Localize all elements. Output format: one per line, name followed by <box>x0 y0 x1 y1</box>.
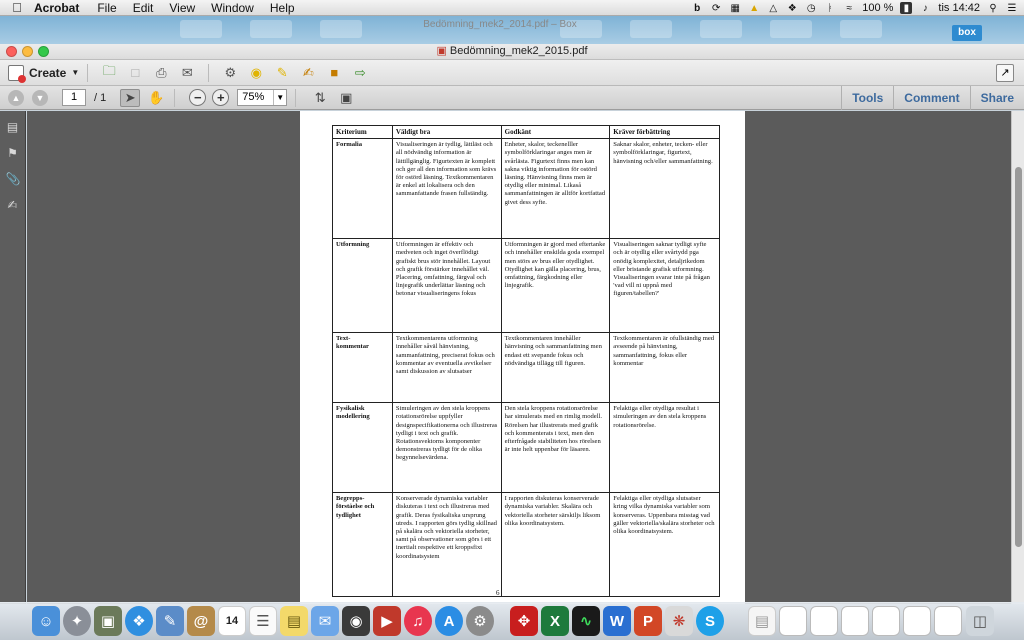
music-icon[interactable]: ♫ <box>404 606 432 636</box>
table-header-cell: Väldigt bra <box>392 126 501 139</box>
create-label: Create <box>29 65 67 80</box>
table-row <box>333 239 720 333</box>
menu-window[interactable]: Window <box>211 0 254 15</box>
task-pane-links <box>841 86 1024 110</box>
table-row <box>333 403 720 493</box>
print-icon[interactable]: ⎙ <box>156 64 167 80</box>
zoom-value: 75% <box>242 91 265 103</box>
trash-icon[interactable]: ◫ <box>966 606 994 636</box>
calendar-icon[interactable] <box>218 606 246 636</box>
apple-icon[interactable] <box>10 0 24 15</box>
calendar-day: 14 <box>225 615 239 627</box>
needs-improvement-cell: Textkommentaren är ofullständig med avseende på hänvisning, sammanfattning, fokus eller kommentar <box>610 333 720 403</box>
settings-gear-icon[interactable]: ⚙ <box>224 64 237 80</box>
quicktime-icon[interactable]: ▶ <box>373 606 401 636</box>
save-icon[interactable]: □ <box>131 65 140 80</box>
minimized-window[interactable] <box>841 606 869 636</box>
battery-status[interactable]: 100 % <box>862 2 894 14</box>
criterion-cell: Formalia <box>333 139 393 239</box>
passed-cell: Textkommentaren innehåller hänvisning och sammanfattning men endast ett svepande fokus och nödvändiga tillägg till figuren. <box>501 333 610 403</box>
menu-file[interactable]: File <box>97 0 117 15</box>
full-screen-icon[interactable]: ▣ <box>340 89 353 105</box>
hand-tool-icon[interactable]: ✋ <box>148 89 165 105</box>
appstore-icon[interactable]: A <box>435 606 463 636</box>
page-total: / 1 <box>94 91 107 104</box>
page-up-icon[interactable]: ▲ <box>8 90 24 106</box>
table-row <box>333 493 720 597</box>
minimized-window[interactable] <box>810 606 838 636</box>
very-good-cell: Textkommentarens utformning innehåller såväl hänvisning, sammanfattning, preciserat fokus och kommentar av eventuella avvikelser samt diskussion av slutsatser <box>392 333 501 403</box>
passed-cell: Den stela kroppens rotationsrörelse har simulerats med en rimlig modell. Rörelsen har illustrerats med grafik och kommenterats i text, men den efterfrågade stabiliteten hos rörelsen är inte helt uppenbar för läsaren. <box>501 403 610 493</box>
spotlight-icon[interactable]: ⚲ <box>989 2 997 14</box>
facetime-icon[interactable]: ◉ <box>342 606 370 636</box>
criterion-cell: Text- kommentar <box>333 333 393 403</box>
status-tray <box>691 0 1018 16</box>
stamp-icon[interactable]: ■ <box>330 65 339 80</box>
table-row <box>333 139 720 239</box>
menu-help[interactable]: Help <box>269 0 295 15</box>
window-title-text: Bedömning_mek2_2015.pdf <box>449 45 588 57</box>
minimized-window[interactable] <box>872 606 900 636</box>
b-icon[interactable]: b <box>694 2 701 14</box>
needs-improvement-cell: Felaktiga eller otydliga slutsatser kring vilka dynamiska variabler som konserveras. Uppenbara misstag vad gäller vektoriella/skalära storheter och olika koordinatsystem. <box>610 493 720 597</box>
bluetooth-icon[interactable]: ᛓ <box>827 2 834 14</box>
vertical-scrollbar[interactable] <box>1011 111 1024 604</box>
page-down-icon[interactable]: ▼ <box>32 90 48 106</box>
bug-icon[interactable]: ❋ <box>665 606 693 636</box>
needs-improvement-cell: Felaktiga eller otydliga resultat i simuleringen av den stela kroppens rotationsrörelse. <box>610 403 720 493</box>
stickies-icon[interactable]: ▤ <box>280 606 308 636</box>
minimized-window[interactable] <box>779 606 807 636</box>
needs-improvement-cell: Saknar skalor, enheter, tecken- eller symbolförklaringar, figurtext, hänvisning och/eller sammanfattning. <box>610 139 720 239</box>
drive-icon[interactable]: △ <box>769 2 778 14</box>
preview-icon[interactable]: ✎ <box>156 606 184 636</box>
mail-icon[interactable]: ✉ <box>311 606 339 636</box>
share-link[interactable]: Share <box>970 86 1024 110</box>
box-logo: box <box>952 25 982 41</box>
tools-link[interactable]: Tools <box>841 86 893 110</box>
close-button[interactable] <box>6 46 17 57</box>
zoom-out-button[interactable]: − <box>189 89 206 106</box>
pdf-page <box>300 111 745 604</box>
comment-link[interactable]: Comment <box>893 86 969 110</box>
history-icon[interactable]: ◷ <box>806 2 816 14</box>
very-good-cell: Konserverade dynamiska variabler diskuteras i text och illustreras med grafik. Deras fysikaliska ursprung utreds. I rapporten görs tydlig skillnad på skalära och vektoriella storheter, samt på observationer som görs i ett inertialt respektive ett kroppsfixt koordinatsystem <box>392 493 501 597</box>
very-good-cell: Visualiseringen är tydlig, lättläst och all nödvändig information är lättillgänglig. Figurtexten är komplett och ger all den information som krävs för ostörd läsning. Textkommentaren är enkel att lokalisera och den sammanfattande frasen fullständig. <box>392 139 501 239</box>
expand-icon[interactable]: ↗ <box>996 64 1014 82</box>
dock <box>0 602 1024 640</box>
create-pdf-icon <box>8 65 24 81</box>
select-cursor-icon[interactable]: ➤ <box>120 89 140 107</box>
dropbox-icon[interactable]: ❖ <box>787 2 797 14</box>
chevron-down-icon: ▼ <box>273 90 286 105</box>
needs-improvement-cell: Visualiseringen saknar tydligt syfte och är otydlig eller svårtydd pga onödig komplexitet, detaljrikedom eller bristande grafisk utformning. Visualiseringen svarar inte på frågan 'vad vill ni uppnå med figuren/tabellen?' <box>610 239 720 333</box>
export-icon[interactable]: ⇨ <box>354 64 366 80</box>
pdf-file-icon: ▣ <box>436 45 447 57</box>
background-window-title[interactable]: Bedömning_mek2_2014.pdf – Box <box>423 19 577 30</box>
zoom-select[interactable] <box>237 89 287 106</box>
table-row <box>333 333 720 403</box>
table-header-cell: Kräver förbättring <box>610 126 720 139</box>
document-viewport[interactable] <box>27 111 1011 604</box>
battery-icon: ▮ <box>900 2 912 14</box>
notification-center-icon[interactable]: ☰ <box>1007 2 1017 14</box>
minimize-button[interactable] <box>22 46 33 57</box>
safari-icon[interactable]: ❖ <box>125 606 153 636</box>
toolbar-divider <box>208 64 209 82</box>
page-thumbnails-icon[interactable]: ▤ <box>6 120 19 134</box>
toolbar-divider <box>87 64 88 82</box>
powerpoint-icon[interactable]: P <box>634 606 662 636</box>
window-title <box>0 44 1024 60</box>
passed-cell: Enheter, skalor, teckenelller symbolförklaringar anges men är svårlästa. Figurtext finns men kan sakna viktig information för ostörd läsning. Hänvisning finns men är otydlig eller minimal. Likaså sammanfattningen är alltför kortfattad givet dess syfte. <box>501 139 610 239</box>
open-folder-icon[interactable]: 🗀 <box>102 62 116 78</box>
scrollbar-thumb[interactable] <box>1015 167 1022 547</box>
minimized-window[interactable] <box>934 606 962 636</box>
toolbar-divider <box>295 89 296 107</box>
sync-icon[interactable]: ⟳ <box>712 2 721 14</box>
comment-bubble-icon[interactable]: ◉ <box>250 64 262 80</box>
table-header-cell: Godkänt <box>501 126 610 139</box>
table-header-row <box>333 126 720 139</box>
criterion-cell: Begrepps- förståelse och tydlighet <box>333 493 393 597</box>
reminders-icon[interactable]: ☰ <box>249 606 277 636</box>
activity-icon[interactable]: ∿ <box>572 606 600 636</box>
navigation-toolbar <box>0 86 1024 110</box>
zoom-button[interactable] <box>38 46 49 57</box>
page-number-input[interactable]: 1 <box>62 89 86 106</box>
minimized-window[interactable] <box>903 606 931 636</box>
word-icon[interactable]: W <box>603 606 631 636</box>
document-icon[interactable]: ▤ <box>748 606 776 636</box>
fit-page-icon[interactable]: ⇅ <box>314 89 326 105</box>
create-button[interactable] <box>8 65 79 81</box>
table-header-cell: Kriterium <box>333 126 393 139</box>
page-number-label: 6 <box>496 589 500 597</box>
very-good-cell: Utformningen är effektiv och medveten och inget överflödigt grafiskt brus stör innehållet. Layout och grafik förstärker innehållet väl. Placering, omfattning, färgval och linjegrafik underlättar läsning och betonar visualiseringens fokus <box>392 239 501 333</box>
window-controls <box>6 46 49 57</box>
excel-icon[interactable]: X <box>541 606 569 636</box>
app-menu[interactable]: Acrobat <box>34 0 80 15</box>
chevron-down-icon: ▼ <box>71 68 80 77</box>
photos-icon[interactable]: ▣ <box>94 606 122 636</box>
acrobat-icon[interactable]: ✥ <box>510 606 538 636</box>
menu-edit[interactable]: Edit <box>132 0 154 15</box>
criterion-cell: Utformning <box>333 239 393 333</box>
navigation-pane <box>0 111 26 604</box>
very-good-cell: Simuleringen av den stela kroppens rotationsrörelse uppfyller designspecifikationerna och illustreras tydligt i text och grafik. Rotationsvektorns komponenter demonstreras tydligt för de olika begynnelsevärdena. <box>392 403 501 493</box>
zoom-in-button[interactable]: + <box>212 89 229 106</box>
launchpad-icon[interactable]: ✦ <box>63 606 91 636</box>
notes-icon[interactable]: ▦ <box>730 2 740 14</box>
wifi-icon[interactable]: ≈ <box>846 2 852 14</box>
bookmarks-icon[interactable]: ⚑ <box>7 146 18 160</box>
shield-icon[interactable]: ▲ <box>749 2 760 14</box>
menu-view[interactable]: View <box>169 0 196 15</box>
passed-cell: Utformningen är gjord med eftertanke och innehåller enskilda goda exempel men störs av brus eller otydlighet. Otydlighet kan gälla placering, brus, omfattning, färgkodning eller linjegrafik. <box>501 239 610 333</box>
main-toolbar <box>0 60 1024 86</box>
passed-cell: I rapporten diskuteras konserverade dynamiska variabler. Skalära och vektoriella storheter särskiljs liksom olika koordinatsystem. <box>501 493 610 597</box>
signatures-icon[interactable]: ✍ <box>7 198 18 212</box>
menu-bar <box>0 0 1024 16</box>
volume-icon[interactable]: ♪ <box>922 2 928 14</box>
toolbar-divider <box>174 89 175 107</box>
attachments-icon[interactable]: 📎 <box>5 172 21 186</box>
highlight-icon[interactable]: ✎ <box>276 64 288 80</box>
clock[interactable]: tis 14:42 <box>938 2 980 14</box>
skype-icon[interactable]: S <box>696 606 724 636</box>
sign-icon[interactable]: ✍ <box>302 64 314 80</box>
finder-icon[interactable]: ☺ <box>32 606 60 636</box>
contacts-icon[interactable]: @ <box>187 606 215 636</box>
email-icon[interactable]: ✉ <box>181 64 193 80</box>
criterion-cell: Fysikalisk modellering <box>333 403 393 493</box>
criteria-table <box>332 125 720 597</box>
system-prefs-icon[interactable]: ⚙ <box>466 606 494 636</box>
